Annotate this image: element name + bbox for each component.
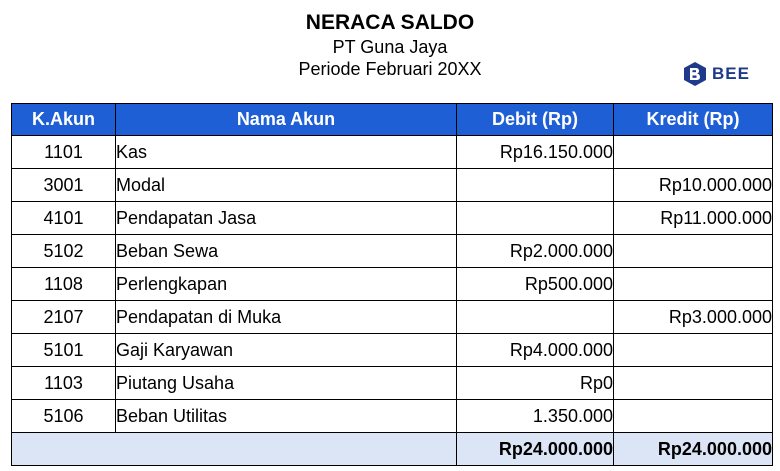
- credit-amount: Rp11.000.000: [614, 202, 773, 235]
- credit-amount: [614, 367, 773, 400]
- account-name: Kas: [116, 136, 457, 169]
- account-code: 1101: [12, 136, 116, 169]
- table-header-row: [12, 104, 773, 136]
- col-header-account-code: K.Akun: [12, 104, 116, 136]
- table-row: [12, 367, 773, 400]
- account-code: 5102: [12, 235, 116, 268]
- account-code: 1108: [12, 268, 116, 301]
- total-label-cell: [12, 433, 457, 466]
- col-header-account-name: Nama Akun: [116, 104, 457, 136]
- total-debit: Rp24.000.000: [457, 433, 614, 466]
- account-code: 3001: [12, 169, 116, 202]
- credit-amount: [614, 235, 773, 268]
- credit-amount: [614, 400, 773, 433]
- bee-logo-icon: [683, 61, 707, 87]
- account-code: 1103: [12, 367, 116, 400]
- debit-amount: [457, 301, 614, 334]
- table-row: [12, 136, 773, 169]
- company-name: PT Guna Jaya: [332, 37, 448, 57]
- debit-amount: 1.350.000: [457, 400, 614, 433]
- debit-amount: Rp16.150.000: [457, 136, 614, 169]
- debit-amount: [457, 169, 614, 202]
- account-code: 5106: [12, 400, 116, 433]
- credit-amount: Rp3.000.000: [614, 301, 773, 334]
- table-row: [12, 235, 773, 268]
- logo-text: BEE: [712, 64, 750, 83]
- table-row: [12, 202, 773, 235]
- table-row: [12, 169, 773, 202]
- credit-amount: [614, 136, 773, 169]
- account-code: 2107: [12, 301, 116, 334]
- account-code: 5101: [12, 334, 116, 367]
- account-name: Piutang Usaha: [116, 367, 457, 400]
- account-name: Pendapatan di Muka: [116, 301, 457, 334]
- account-code: 4101: [12, 202, 116, 235]
- table-row: [12, 301, 773, 334]
- account-name: Beban Sewa: [116, 235, 457, 268]
- credit-amount: Rp10.000.000: [614, 169, 773, 202]
- table-row: [12, 334, 773, 367]
- account-name: Pendapatan Jasa: [116, 202, 457, 235]
- table-row: [12, 268, 773, 301]
- credit-amount: [614, 268, 773, 301]
- account-name: Modal: [116, 169, 457, 202]
- col-header-debit: Debit (Rp): [457, 104, 614, 136]
- col-header-credit: Kredit (Rp): [614, 104, 773, 136]
- debit-amount: Rp4.000.000: [457, 334, 614, 367]
- total-row: [12, 433, 773, 466]
- debit-amount: Rp2.000.000: [457, 235, 614, 268]
- account-name: Perlengkapan: [116, 268, 457, 301]
- credit-amount: [614, 334, 773, 367]
- debit-amount: Rp500.000: [457, 268, 614, 301]
- brand-logo: [683, 61, 750, 87]
- report-period: Periode Februari 20XX: [298, 59, 482, 79]
- report-header: [0, 10, 780, 80]
- table-row: [12, 400, 773, 433]
- debit-amount: Rp0: [457, 367, 614, 400]
- account-name: Beban Utilitas: [116, 400, 457, 433]
- report-title: NERACA SALDO: [305, 11, 475, 34]
- total-credit: Rp24.000.000: [614, 433, 773, 466]
- account-name: Gaji Karyawan: [116, 334, 457, 367]
- debit-amount: [457, 202, 614, 235]
- trial-balance-table: [11, 103, 773, 466]
